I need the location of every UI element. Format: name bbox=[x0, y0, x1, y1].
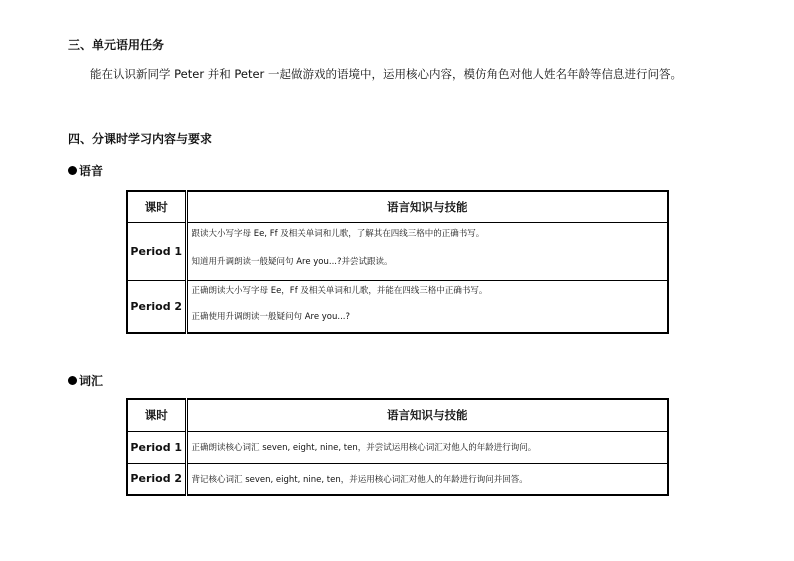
period-cell: Period 2 bbox=[127, 463, 186, 495]
phonetics-table bbox=[126, 190, 669, 334]
header-period: 课时 bbox=[127, 191, 186, 222]
phonetics-label-text: 语音 bbox=[79, 164, 104, 178]
vocabulary-label-text: 词汇 bbox=[79, 374, 104, 388]
table-row bbox=[127, 463, 668, 495]
content-line: 正确朗读大小写字母 Ee，Ff 及相关单词和儿歌，并能在四线三格中正确书写。 bbox=[191, 285, 488, 296]
period-cell: Period 1 bbox=[127, 431, 186, 463]
content-cell: 正确朗读核心词汇 seven, eight, nine, ten，并尝试运用核心词汇对他人的年龄进行询问。 bbox=[186, 431, 668, 463]
header-period: 课时 bbox=[127, 399, 186, 431]
period-cell: Period 2 bbox=[127, 280, 186, 333]
table-row bbox=[127, 431, 668, 463]
content-line: 正确使用升调朗读一般疑问句 Are you...? bbox=[191, 311, 350, 322]
table-row bbox=[127, 280, 668, 333]
table-header-row bbox=[127, 399, 668, 431]
vocabulary-table bbox=[126, 398, 669, 496]
table-header-row bbox=[127, 191, 668, 222]
vocabulary-label bbox=[68, 372, 103, 389]
bullet-icon bbox=[68, 376, 77, 385]
content-line: 知道用升调朗读一般疑问句 Are you...?并尝试跟读。 bbox=[191, 256, 393, 267]
phonetics-label bbox=[68, 162, 103, 179]
content-line: 跟读大小写字母 Ee, Ff 及相关单词和儿歌，了解其在四线三格中的正确书写。 bbox=[191, 228, 485, 239]
table-row bbox=[127, 222, 668, 280]
content-cell bbox=[186, 222, 668, 280]
section-4-heading: 四、分课时学习内容与要求 bbox=[68, 132, 213, 146]
section-3-paragraph: 能在认识新同学 Peter 并和 Peter 一起做游戏的语境中，运用核心内容，模仿角色对他人姓名年龄等信息进行问答。 bbox=[90, 67, 682, 81]
header-content: 语言知识与技能 bbox=[186, 191, 668, 222]
content-cell bbox=[186, 280, 668, 333]
period-cell: Period 1 bbox=[127, 222, 186, 280]
section-3-heading: 三、单元语用任务 bbox=[68, 38, 165, 52]
bullet-icon bbox=[68, 166, 77, 175]
header-content: 语言知识与技能 bbox=[186, 399, 668, 431]
content-cell: 背记核心词汇 seven, eight, nine, ten，并运用核心词汇对他人的年龄进行询问并回答。 bbox=[186, 463, 668, 495]
